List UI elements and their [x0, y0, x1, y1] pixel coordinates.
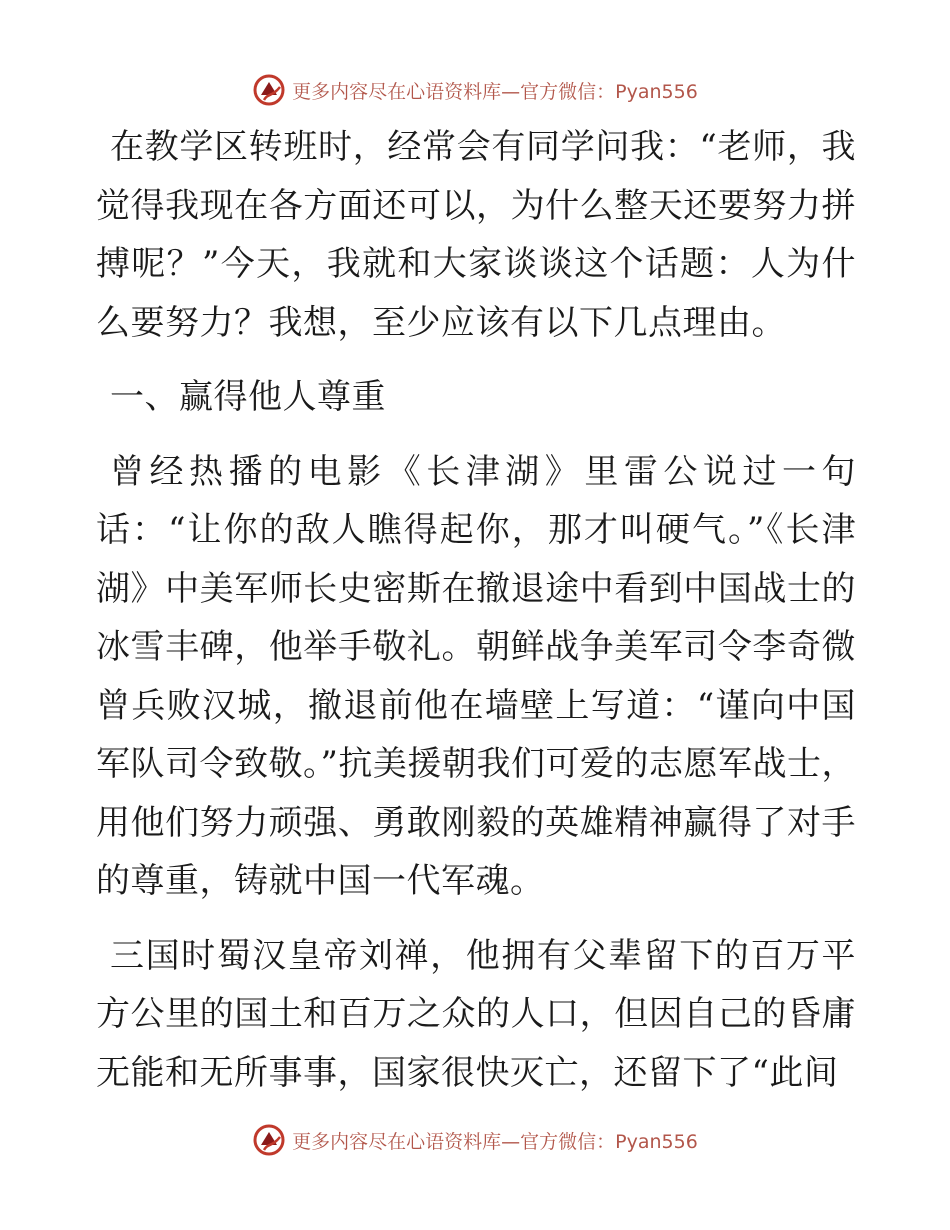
document-body [96, 118, 856, 1102]
paragraph-liushan: 三国时蜀汉皇帝刘禅，他拥有父辈留下的百万平方公里的国土和百万之众的人口，但因自己的昏庸无能和无所事事，国家很快灭亡，还留下了“此间 [96, 935, 856, 1093]
logo-icon [252, 73, 286, 107]
logo-icon [252, 1123, 286, 1157]
header-watermark [0, 70, 950, 110]
section-heading: 一、赢得他人尊重 [110, 377, 386, 417]
paragraph-intro: 在教学区转班时，经常会有同学问我：“老师，我觉得我现在各方面还可以，为什么整天还要努力拼搏呢？”今天，我就和大家谈谈这个话题：人为什么要努力？我想，至少应该有以下几点理由。 [96, 127, 856, 343]
paragraph-changjinhu: 曾经热播的电影《长津湖》里雷公说过一句话：“让你的敌人瞧得起你，那才叫硬气。”《长津湖》中美军师长史密斯在撤退途中看到中国战士的冰雪丰碑，他举手敬礼。朝鲜战争美军司令李奇微曾兵败汉城，撤退前他在墙壁上写道：“谨向中国军队司令致敬。”抗美援朝我们可爱的志愿军战士，用他们努力顽强、勇敢刚毅的英雄精神赢得了对手的尊重，铸就中国一代军魂。 [96, 451, 856, 901]
watermark-text: 更多内容尽在心语资料库—官方微信：Pyan556 [292, 80, 698, 103]
watermark-text: 更多内容尽在心语资料库—官方微信：Pyan556 [292, 1130, 698, 1153]
footer-watermark [0, 1120, 950, 1160]
